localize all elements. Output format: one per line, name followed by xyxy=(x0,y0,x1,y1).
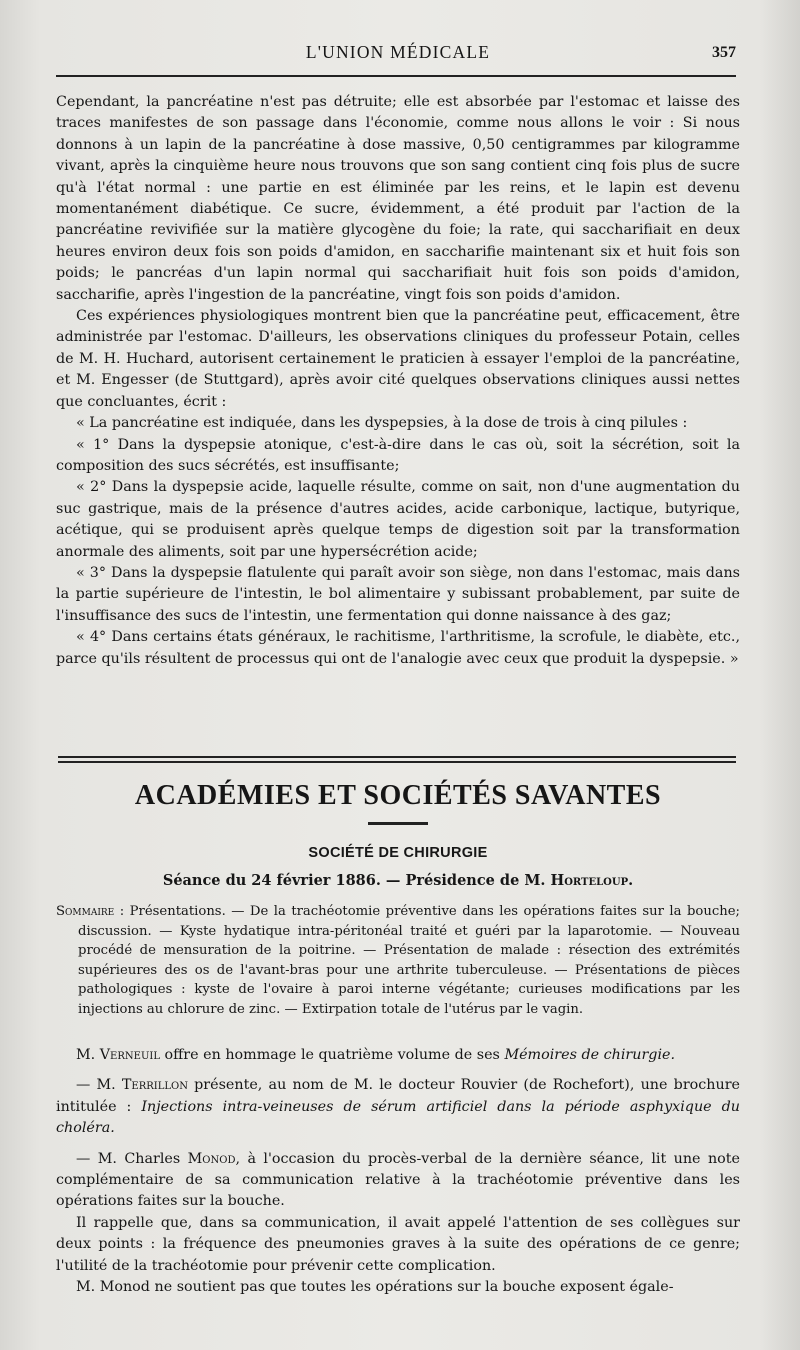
quote-paragraph: « 2° Dans la dyspepsie acide, laquelle résulte, comme on sait, non d'une augmentation du suc gastrique, mais de la présence d'autres acides, acide carbonique, lactique, butyrique, acétique, qui se produisent après quelque temps de digestion soit par la transformation anormale des aliments, soit par une hypersécrétion acide; xyxy=(56,479,740,560)
section-divider-bottom xyxy=(58,761,736,763)
person-name: Monod xyxy=(187,1150,236,1167)
section-divider-top xyxy=(58,756,736,758)
person-name: Verneuil xyxy=(99,1047,160,1063)
header-rule xyxy=(56,75,736,77)
paragraph: Ces expériences physiologiques montrent bien que la pancréatine peut, efficacement, être administrée par l'estomac. D'ailleurs, les observations cliniques du professeur Potain, celles de M. H. Huchard, autorisent certainement le praticien à essayer l'emploi de la pancréatine, et M. Engesser (de Stuttgard), après avoir cité quelques observations cliniques aussi nettes que concluantes, écrit : xyxy=(56,308,740,410)
quote-paragraph: « 4° Dans certains états généraux, le rachitisme, l'arthritisme, la scrofule, le diabète, etc., parce qu'ils résultent de processus qui ont de l'analogie avec ceux que produit la dyspepsie. » xyxy=(56,629,740,667)
sommaire-label: Sommaire xyxy=(56,904,115,919)
seance-date: Séance du 24 février 1886. — Présidence de M. xyxy=(162,872,551,889)
book-title: Mémoires de chirurgie. xyxy=(504,1047,676,1063)
sommaire-paragraph xyxy=(56,902,740,1020)
seance-line xyxy=(56,872,740,889)
section-title: ACADÉMIES ET SOCIÉTÉS SAVANTES xyxy=(134,780,662,811)
title-underline xyxy=(368,822,428,825)
sommaire-text: : Présentations. — De la trachéotomie préventive dans les opérations faites sur la bouche; discussion. — Kyste hydatique intra-péritonéal traité et guéri par la laparotomie. — Nouveau procédé de mensuration de la poitrine. — Présentation de malade : résection des extrémités supérieures des os de l'avant-bras pour une arthrite tuberculeuse. — Présentations de pièces pathologiques : kyste de l'ovaire à paroi interne végétante; curieuses modifications par les injections au chlorure de zinc. — Extirpation totale de l'utérus par le vagin. xyxy=(78,904,740,1017)
text-run: , à l'occasion du procès-verbal de la dernière séance, lit une note complémentaire de sa communication relative à la trachéotomie préventive dans les opérations faites sur la bouche. xyxy=(56,1150,740,1210)
brochure-title: Injections intra-veineuses de sérum artificiel dans la période asphyxique du choléra. xyxy=(56,1098,740,1137)
paragraph xyxy=(56,1075,740,1139)
article-continuation xyxy=(56,92,740,670)
paragraph: M. Monod ne soutient pas que toutes les opérations sur la bouche exposent égale- xyxy=(76,1279,674,1296)
text-run: présente, au nom de M. le docteur Rouvier (de Rochefort), une brochure intitulée : xyxy=(56,1077,740,1115)
person-name: Terrillon xyxy=(121,1077,188,1094)
president-name: Horteloup. xyxy=(550,872,634,889)
paragraph: Cependant, la pancréatine n'est pas détruite; elle est absorbée par l'estomac et laisse des traces manifestes de son passage dans l'économie, comme nous allons le voir : Si nous donnons à un lapin de la pancréatine à dose massive, 0,50 centigrammes par kilogramme vivant, après la cinquième heure nous trouvons que son sang contient cinq fois plus de sucre qu'à l'état normal : une partie en est éliminée par les reins, et le lapin est devenu momentanément diabétique. Ce sucre, évidemment, a été produit par l'action de la pancréatine revivifiée sur la matière glycogène du foie; la rate, qui saccharifiait en deux heures environ deux fois son poids d'amidon, en saccharifie maintenant six et huit fois son poids; le pancréas d'un lapin normal qui saccharifiait huit fois son poids d'amidon, saccharifie, après l'ingestion de la pancréatine, vingt fois son poids d'amidon. xyxy=(56,94,740,303)
sommaire-block xyxy=(56,902,740,1020)
text-run: offre en hommage le quatrième volume de ses xyxy=(159,1047,505,1063)
text-run: — M. xyxy=(76,1077,122,1094)
quote-paragraph: « La pancréatine est indiquée, dans les dyspepsies, à la dose de trois à cinq pilules : xyxy=(76,415,688,432)
quote-paragraph: « 1° Dans la dyspepsie atonique, c'est-à-dire dans le cas où, soit la sécrétion, soit la composition des sucs sécrétés, est insuffisante; xyxy=(56,436,740,474)
paragraph xyxy=(56,1045,740,1066)
text-run: — M. Charles xyxy=(76,1150,188,1167)
paragraph: Il rappelle que, dans sa communication, il avait appelé l'attention de ses collègues sur deux points : la fréquence des pneumonies graves à la suite des opérations de ce genre; l'utilité de la trachéotomie pour prévenir cette complication. xyxy=(56,1214,740,1274)
journal-title: L'UNION MÉDICALE xyxy=(305,42,491,62)
quote-paragraph: « 3° Dans la dyspepsie flatulente qui paraît avoir son siège, non dans l'estomac, mais dans la partie supérieure de l'intestin, le bol alimentaire y subissant probablement, par suite de l'insuffisance des sucs de l'intestin, une fermentation qui donne naissance à des gaz; xyxy=(56,564,740,624)
proceedings-text xyxy=(56,1045,740,1298)
text-run: M. xyxy=(76,1047,100,1063)
page-number: 357 xyxy=(712,44,736,61)
running-header xyxy=(56,38,740,72)
paragraph xyxy=(56,1149,740,1213)
society-subtitle: SOCIÉTÉ DE CHIRURGIE xyxy=(308,845,488,861)
